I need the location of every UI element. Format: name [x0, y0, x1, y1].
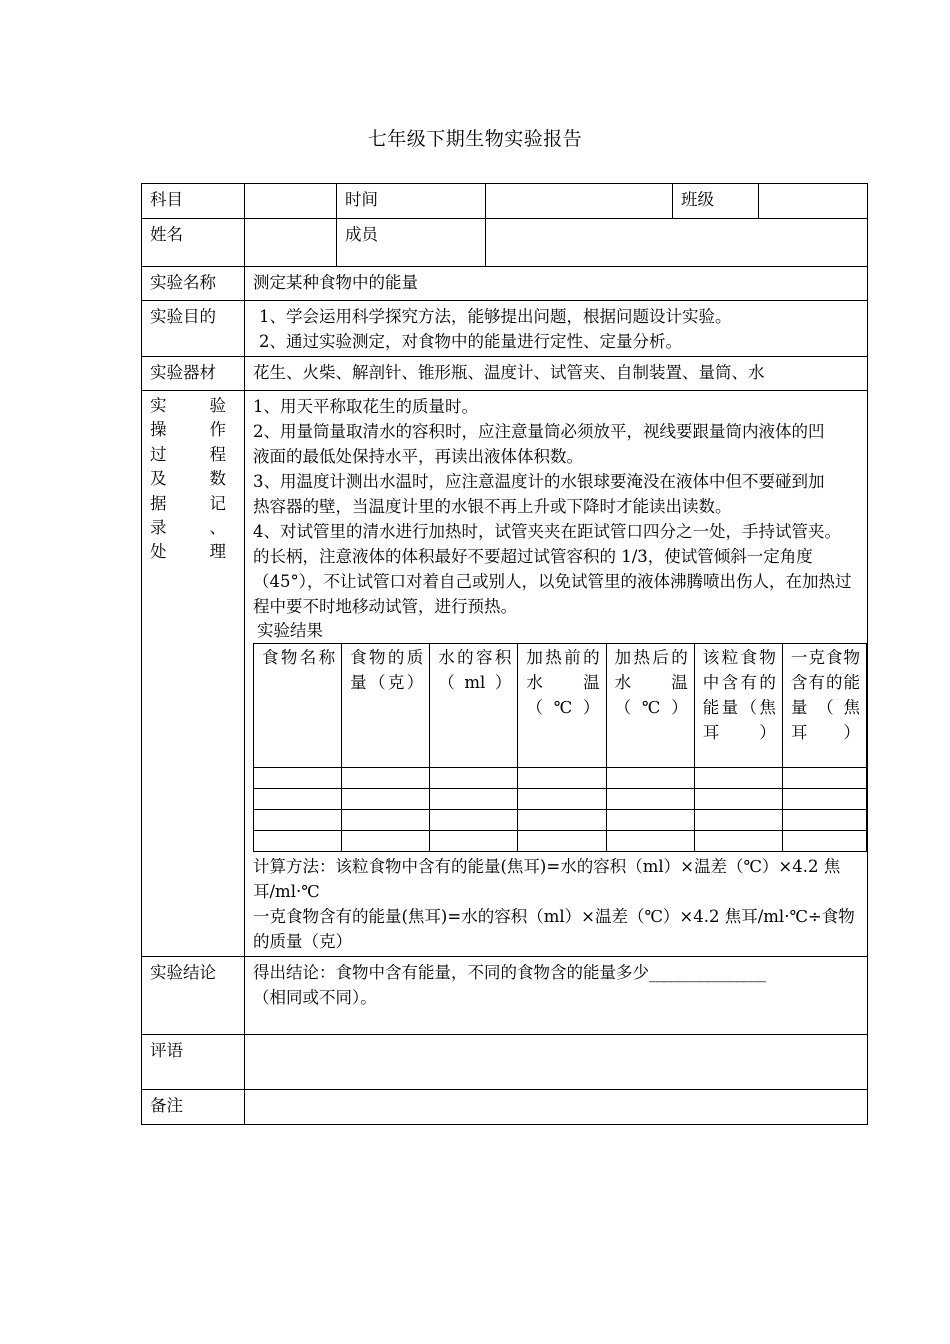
results-cell[interactable]	[254, 831, 342, 852]
results-cell[interactable]	[782, 810, 866, 831]
label-char: 验	[209, 396, 226, 415]
procedure-step: 2、用量筒量取清水的容积时，应注意量筒必须放平，视线要跟量筒内液体的凹	[253, 422, 825, 441]
label-char: 程	[209, 444, 226, 464]
label-char: 理	[209, 542, 226, 562]
results-cell[interactable]	[430, 810, 518, 831]
label-char: 过	[150, 444, 167, 464]
calc-method-line: 一克食物含有的能量(焦耳)=水的容积（ml）×温差（℃）×4.2 焦耳/ml·℃÷食物的质量（克）	[253, 907, 855, 951]
results-header-energy: 该粒食物中含有的能量（焦耳）	[694, 644, 782, 768]
calc-method-line: 计算方法：该粒食物中含有的能量(焦耳)=水的容积（ml）×温差（℃）×4.2 焦耳/ml·℃	[253, 857, 841, 901]
results-cell[interactable]	[606, 768, 694, 789]
procedure-step: 热容器的壁，当温度计里的水银不再上升或下降时才能读出读数。	[253, 497, 732, 516]
purpose-label: 实验目的	[142, 301, 245, 357]
label-char: 数	[209, 469, 226, 489]
results-cell[interactable]	[518, 831, 606, 852]
time-field[interactable]	[486, 184, 673, 219]
results-cell[interactable]	[606, 831, 694, 852]
label-char: 处	[150, 542, 167, 562]
results-row	[254, 768, 867, 789]
results-cell[interactable]	[694, 831, 782, 852]
time-label: 时间	[337, 184, 486, 219]
class-label: 班级	[673, 184, 759, 219]
results-header-mass: 食物的质量（克）	[342, 644, 430, 768]
results-cell[interactable]	[430, 768, 518, 789]
remarks-label: 备注	[142, 1090, 245, 1125]
materials-value: 花生、火柴、解剖针、锥形瓶、温度计、试管夹、自制装置、量筒、水	[245, 357, 868, 391]
results-cell[interactable]	[342, 768, 430, 789]
results-cell[interactable]	[342, 831, 430, 852]
results-cell[interactable]	[430, 831, 518, 852]
results-cell[interactable]	[694, 789, 782, 810]
subject-label: 科目	[142, 184, 245, 219]
label-char: 录	[150, 518, 167, 538]
label-char: 操	[150, 420, 167, 440]
procedure-step: 的长柄，注意液体的体积最好不要超过试管容积的 1/3，使试管倾斜一定角度（45°），不让试管口对着自己或别人，以免试管里的液体沸腾喷出伤人，在加热过程中要不时地移动试管，进行预热。	[253, 547, 852, 616]
report-table	[141, 183, 868, 1125]
results-row	[254, 831, 867, 852]
label-char: 及	[150, 469, 167, 489]
members-field[interactable]	[486, 219, 868, 267]
purpose-line: 1、学会运用科学探究方法，能够提出问题，根据问题设计实验。	[259, 307, 732, 326]
results-cell[interactable]	[518, 810, 606, 831]
results-cell[interactable]	[782, 789, 866, 810]
results-cell[interactable]	[606, 810, 694, 831]
materials-label: 实验器材	[142, 357, 245, 391]
results-table	[253, 643, 867, 852]
class-field[interactable]	[759, 184, 868, 219]
results-header-temp-before: 加热前的水温（℃）	[518, 644, 606, 768]
comment-label: 评语	[142, 1035, 245, 1090]
results-cell[interactable]	[782, 768, 866, 789]
label-char: 据	[150, 493, 167, 513]
results-cell[interactable]	[254, 810, 342, 831]
results-cell[interactable]	[342, 789, 430, 810]
page-title: 七年级下期生物实验报告	[367, 128, 583, 150]
results-cell[interactable]	[694, 810, 782, 831]
subject-field[interactable]	[245, 184, 337, 219]
results-cell[interactable]	[254, 768, 342, 789]
name-label: 姓名	[142, 219, 245, 267]
conclusion-blank[interactable]: ________________	[649, 963, 765, 982]
members-label: 成员	[337, 219, 486, 267]
procedure-step: 3、用温度计测出水温时，应注意温度计的水银球要淹没在液体中但不要碰到加	[253, 472, 825, 491]
conclusion-label: 实验结论	[142, 957, 245, 1035]
label-char: 作	[209, 420, 226, 440]
procedure-step: 液面的最低处保持水平，再读出液体体积数。	[253, 447, 583, 466]
results-row	[254, 810, 867, 831]
results-cell[interactable]	[430, 789, 518, 810]
results-header-temp-after: 加热后的水温（℃）	[606, 644, 694, 768]
results-cell[interactable]	[342, 810, 430, 831]
experiment-name-value: 测定某种食物中的能量	[245, 267, 868, 301]
name-field[interactable]	[245, 219, 337, 267]
results-header-food: 食物名称	[254, 644, 342, 768]
purpose-content	[245, 301, 868, 357]
comment-field[interactable]	[245, 1035, 868, 1090]
conclusion-suffix: （相同或不同）。	[253, 988, 377, 1007]
procedure-step: 1、用天平称取花生的质量时。	[253, 397, 478, 416]
conclusion-content	[245, 957, 868, 1035]
results-header-water-volume: 水的容积（ml）	[430, 644, 518, 768]
conclusion-text: 得出结论：食物中含有能量，不同的食物含的能量多少	[253, 963, 649, 982]
results-cell[interactable]	[518, 789, 606, 810]
experiment-name-label: 实验名称	[142, 267, 245, 301]
procedure-content	[245, 391, 868, 957]
remarks-field[interactable]	[245, 1090, 868, 1125]
purpose-line: 2、通过实验测定，对食物中的能量进行定性、定量分析。	[259, 332, 682, 351]
label-char: 记	[209, 493, 226, 513]
results-header-energy-per-gram: 一克食物含有的能量（焦耳）	[782, 644, 866, 768]
results-cell[interactable]	[694, 768, 782, 789]
results-cell[interactable]	[606, 789, 694, 810]
results-cell[interactable]	[782, 831, 866, 852]
results-cell[interactable]	[518, 768, 606, 789]
results-cell[interactable]	[254, 789, 342, 810]
procedure-step: 4、对试管里的清水进行加热时，试管夹夹在距试管口四分之一处，手持试管夹。	[253, 522, 841, 541]
results-title: 实验结果	[257, 621, 323, 640]
procedure-label	[142, 391, 245, 957]
label-char: 、	[209, 518, 226, 538]
label-char: 实	[150, 396, 167, 415]
results-row	[254, 789, 867, 810]
